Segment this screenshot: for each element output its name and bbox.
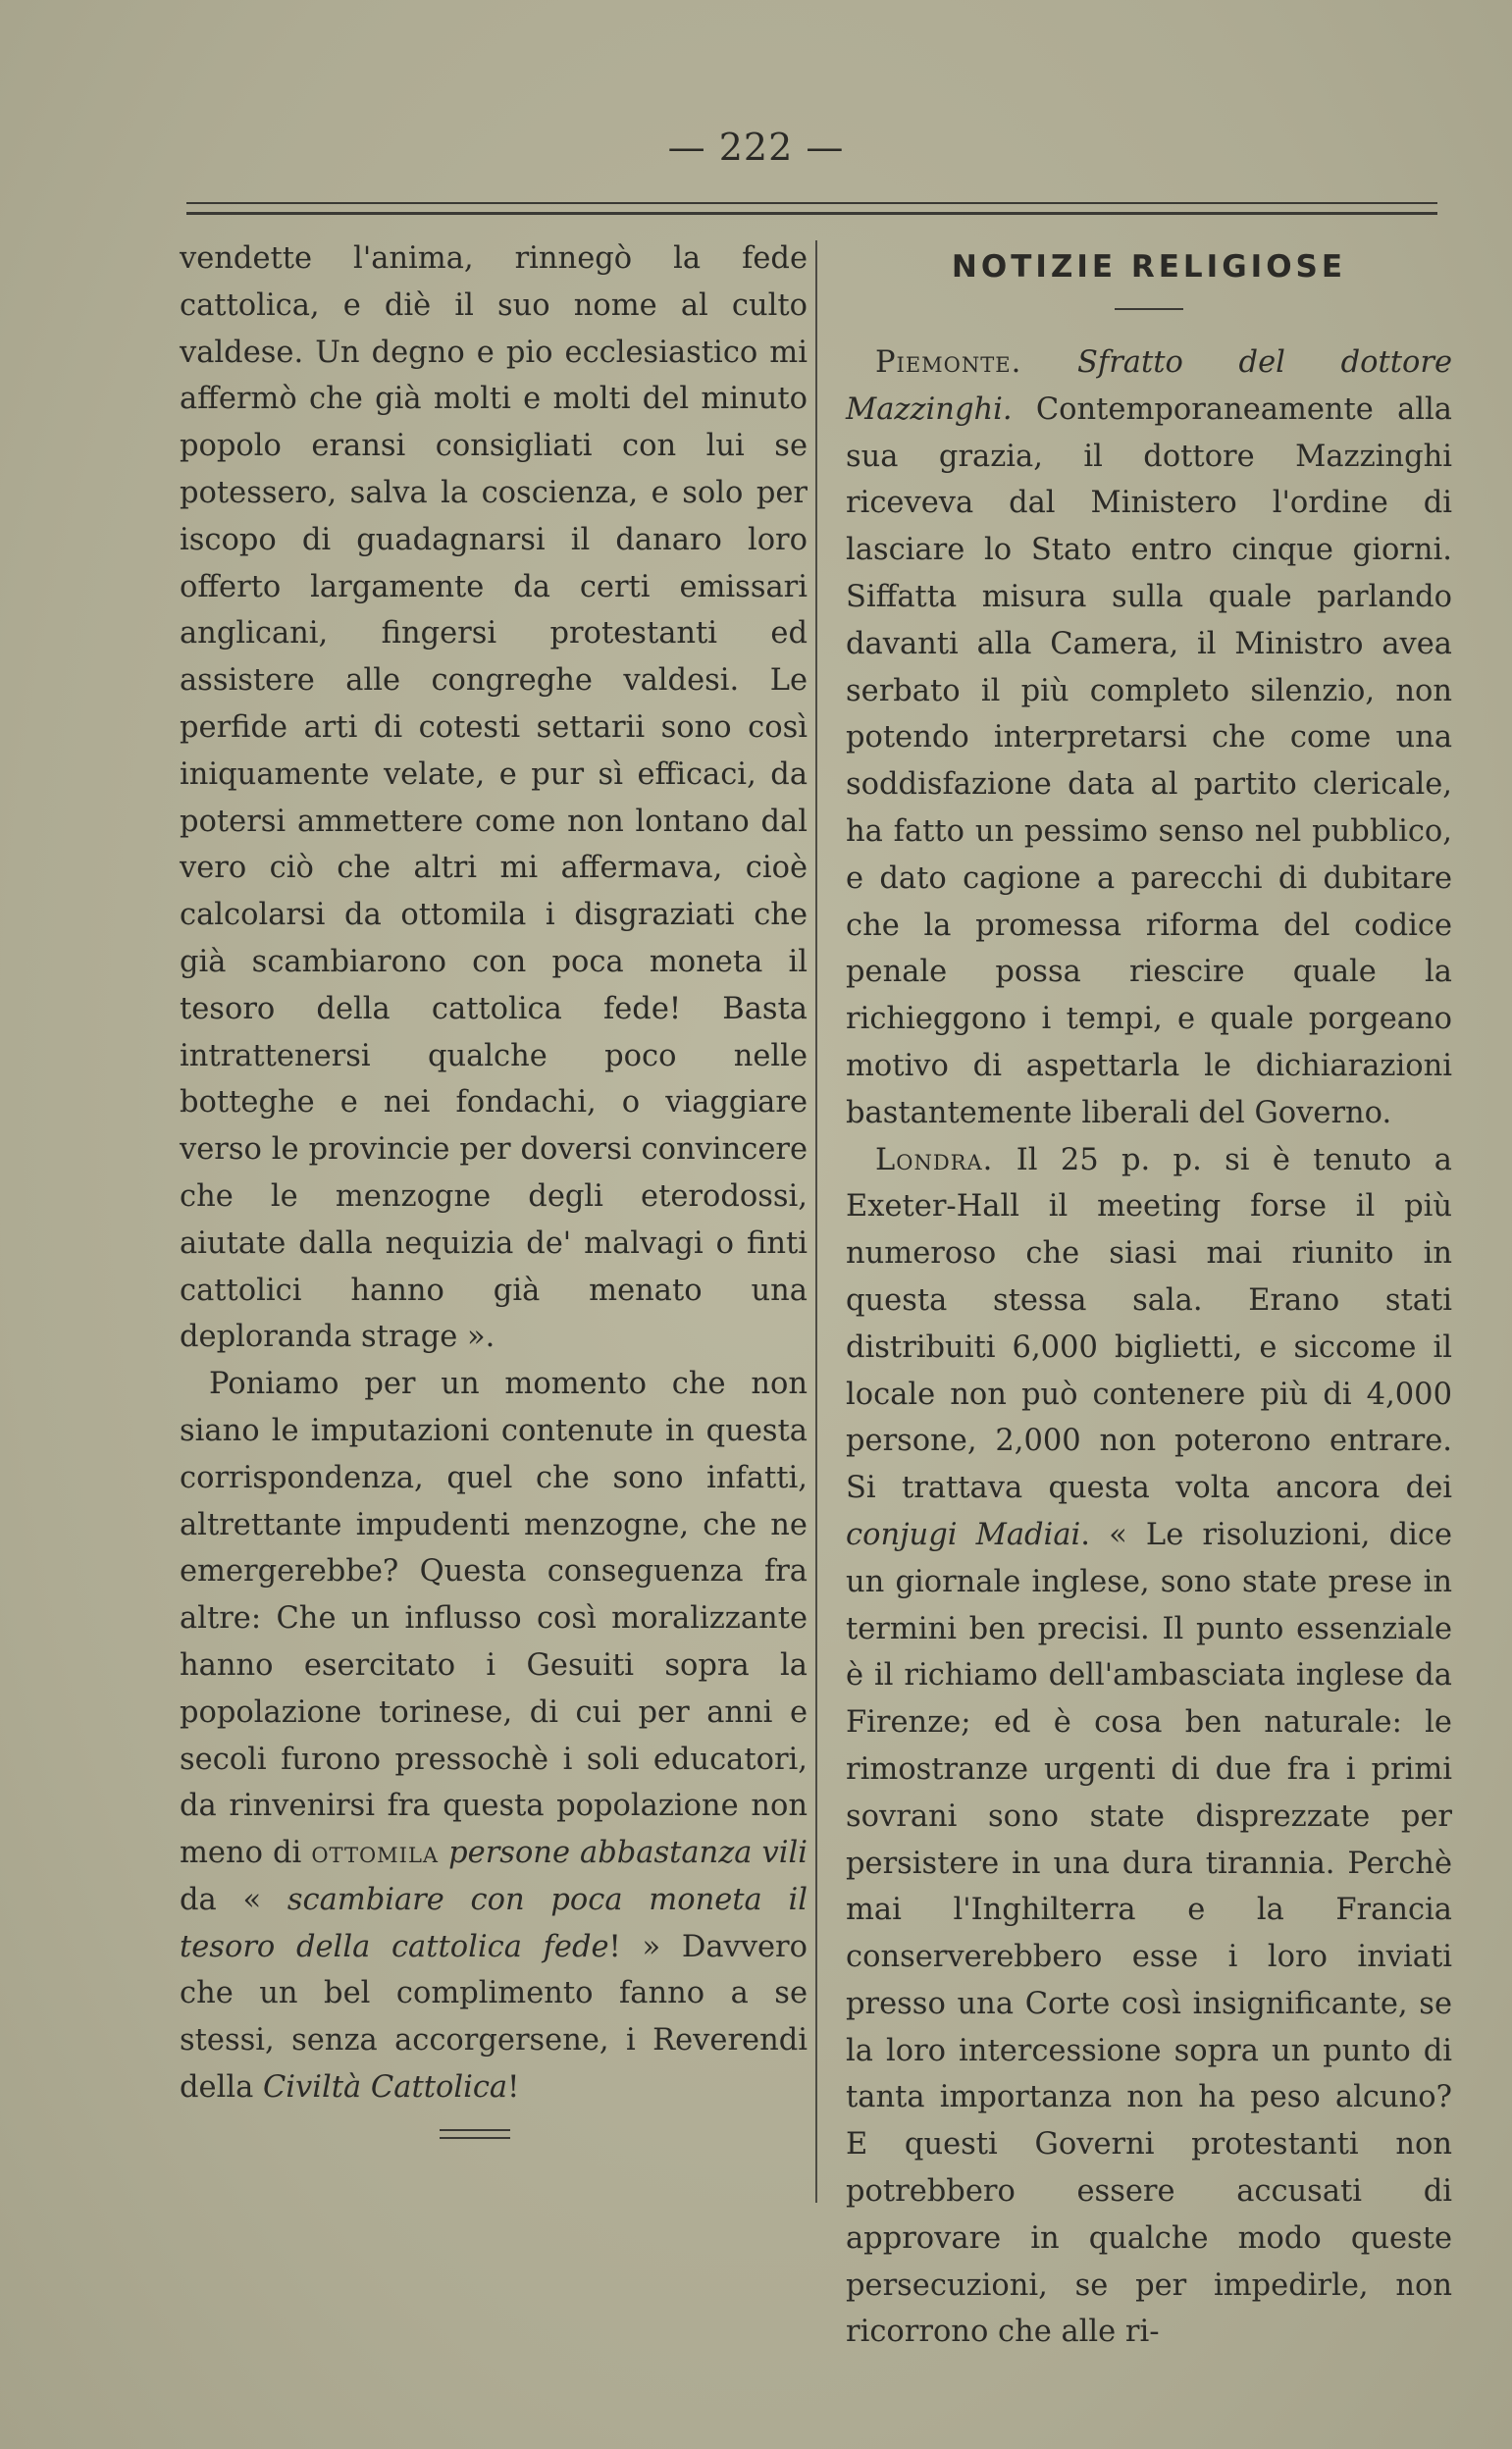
right-p2-place: Londra. <box>875 1142 994 1177</box>
left-paragraph-2 <box>180 1361 808 2111</box>
section-heading: NOTIZIE RELIGIOSE <box>951 249 1347 285</box>
right-p1-place: Piemonte. <box>875 345 1022 380</box>
page-number: — 222 — <box>667 126 845 169</box>
left-p2-italic-3: Civiltà Cattolica <box>262 2070 508 2106</box>
right-p1-title: Sfratto del dottore Mazzinghi. <box>846 345 1453 427</box>
left-p2-smallcaps: ottomila <box>311 1836 440 1871</box>
right-p1-text: Contemporaneamente alla sua grazia, il dottore Mazzinghi riceveva dal Ministero l'ordine di lasciare lo Stato entro cinque giorni. Siffatta misura sulla quale parlando davanti alla Camera, il Ministro avea serbato il più completo silenzio, non potendo interpretarsi che come una soddisfazione data al partito clericale, ha fatto un pessimo senso nel pubblico, e dato cagione a parecchi di dubitare che la promessa riforma del codice penale possa riescire quale la richieggono i tempi, e quale porgeano motivo di aspettarla le dichiarazioni bastantemente liberali del Governo. <box>846 391 1452 1130</box>
left-p2-italic-2: scambiare con poca moneta il tesoro della cattolica fede <box>180 1882 808 1964</box>
header-rule <box>186 202 1437 215</box>
left-end-rule <box>440 2129 510 2139</box>
right-p2-text-1: Il 25 p. p. si è tenuto a Exeter-Hall il meeting forse il più numeroso che siasi mai riunito in questa stessa sala. Erano stati distribuiti 6,000 biglietti, e siccome il locale non può contenere più di 4,000 persone, 2,000 non poterono entrare. Si trattava questa volta ancora dei <box>846 1142 1452 1506</box>
right-p2-italic-1: conjugi Madiai <box>846 1517 1081 1552</box>
left-p2-italic-1: persone abbastanza vili <box>448 1836 808 1871</box>
right-paragraph-2 <box>846 1137 1452 2357</box>
right-column <box>846 235 1452 2356</box>
left-p2-text-1: Poniamo per un momento che non siano le imputazioni contenute in questa corrispondenza, quel che sono infatti, altrettante impudenti menzogne, che ne emergerebbe? Questa conseguenza fra altre: Che un influsso così moralizzante hanno esercitato i Gesuiti sopra la popolazione torinese, di cui per anni e secoli furono pressochè i soli educatori, da rinvenirsi fra questa popolazione non meno di <box>180 1367 808 1871</box>
right-paragraph-1 <box>846 339 1452 1137</box>
left-p1-text: vendette l'anima, rinnegò la fede cattolica, e diè il suo nome al culto valdese. Un degno e pio ecclesiastico mi affermò che già molti e molti del minuto popolo eransi consigliati con lui se potessero, salva la coscienza, e solo per iscopo di guadagnarsi il danaro loro offerto largamente da certi emissari anglicani, fingersi protestanti ed assistere alle congreghe valdesi. Le perfide arti di cotesti settarii sono così iniquamente velate, e pur sì efficaci, da potersi ammettere come non lontano dal vero ciò che altri mi affermava, cioè calcolarsi da ottomila i disgraziati che già scambiarono con poca moneta il tesoro della cattolica fede! Basta intrattenersi qualche poco nelle botteghe e nei fondachi, o viaggiare verso le provincie per doversi convincere che le menzogne degli eterodossi, aiutate dalla nequizia de' malvagi o finti cattolici hanno già menato una deploranda strage ». <box>180 241 808 1355</box>
left-column <box>180 235 808 2111</box>
left-p2-text-4: ! <box>507 2070 520 2106</box>
left-p2-text-2: da « <box>180 1882 287 1917</box>
right-p2-text-2: . « Le risoluzioni, dice un giornale inglese, sono state prese in termini ben precisi. Il punto essenziale è il richiamo dell'ambasciata inglese da Firenze; ed è cosa ben naturale: le rimostranze urgenti di due fra i primi sovrani sono state disprezzate per persistere in una dura tirannia. Perchè mai l'Inghilterra e la Francia conserverebbero esse i loro inviati presso una Corte così insignificante, se la loro intercessione sopra un punto di tanta importanza non ha peso alcuno? E questi Governi protestanti non potrebbero essere accusati di approvare in qualche modo queste persecuzioni, se per impedirle, non ricorrono che alle ri- <box>846 1517 1452 2350</box>
heading-rule <box>1115 308 1183 310</box>
left-p2-text-3: ! » Davvero che un bel complimento fanno a se stessi, senza accorgersene, i Reverendi della <box>180 1929 808 2106</box>
left-paragraph-1 <box>180 235 808 1361</box>
column-divider <box>815 240 817 2203</box>
